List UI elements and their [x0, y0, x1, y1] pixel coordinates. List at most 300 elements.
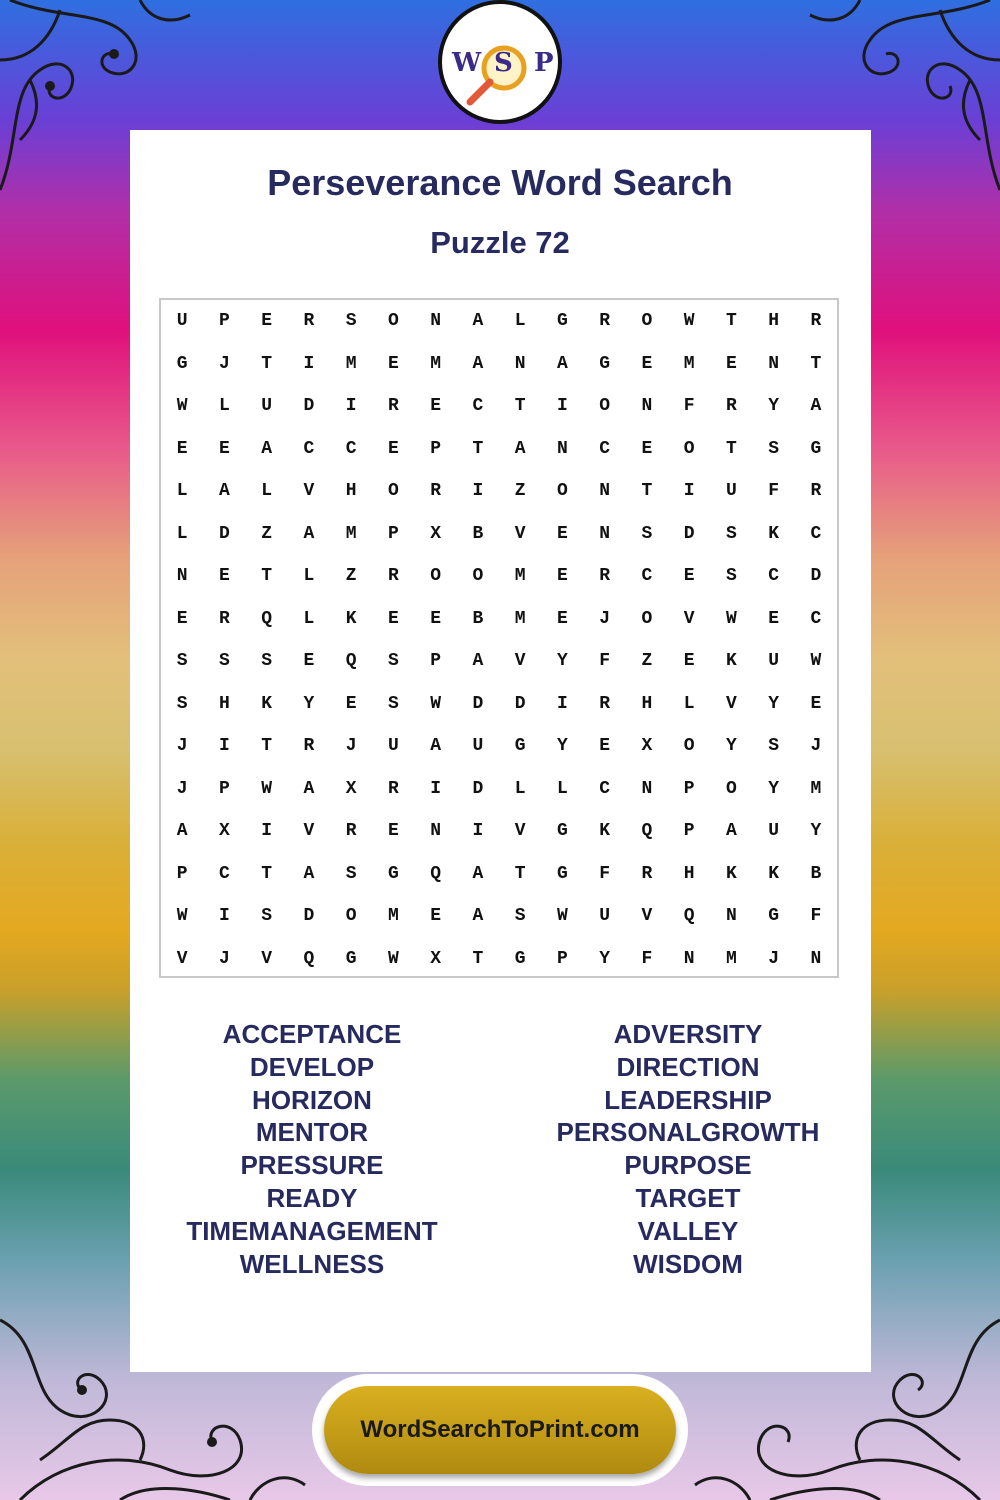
grid-cell[interactable]: H — [768, 311, 780, 332]
grid-cell[interactable]: W — [387, 948, 399, 969]
grid-cell[interactable]: Z — [345, 566, 357, 587]
grid-cell[interactable]: E — [218, 438, 230, 459]
grid-cell[interactable]: G — [810, 438, 822, 459]
grid-cell[interactable]: A — [472, 353, 484, 374]
grid-cell[interactable]: A — [472, 906, 484, 927]
word-list-item: ADVERSITY — [613, 1019, 763, 1049]
grid-cell[interactable]: R — [599, 311, 611, 332]
grid-cell[interactable]: P — [430, 651, 442, 672]
grid-cell[interactable]: K — [768, 523, 780, 544]
word-list-item: DIRECTION — [616, 1051, 760, 1082]
grid-cell[interactable]: L — [176, 523, 188, 544]
grid-cell[interactable]: I — [345, 396, 357, 417]
grid-cell[interactable]: K — [725, 863, 737, 884]
grid-cell[interactable]: S — [261, 906, 273, 927]
grid-cell[interactable]: S — [641, 523, 653, 544]
grid-cell[interactable]: U — [768, 821, 780, 842]
grid-cell[interactable]: D — [303, 906, 315, 927]
grid-cell[interactable]: B — [810, 863, 822, 884]
grid-cell[interactable]: R — [303, 736, 315, 757]
grid-cell[interactable]: U — [387, 736, 399, 757]
grid-cell[interactable]: G — [556, 311, 568, 332]
grid-cell[interactable]: O — [641, 311, 653, 332]
grid-cell[interactable]: X — [430, 948, 442, 969]
grid-cell[interactable]: S — [387, 651, 399, 672]
grid-cell[interactable]: D — [810, 566, 822, 587]
grid-cell[interactable]: G — [345, 948, 357, 969]
grid-cell[interactable]: I — [472, 481, 484, 502]
grid-cell[interactable]: E — [430, 906, 442, 927]
grid-cell[interactable]: E — [218, 566, 230, 587]
grid-cell[interactable]: M — [514, 608, 526, 629]
footer-pill[interactable] — [324, 1386, 676, 1474]
grid-cell[interactable]: C — [641, 566, 653, 587]
grid-cell[interactable]: I — [472, 821, 484, 842]
grid-cell[interactable]: T — [514, 396, 526, 417]
grid-cell[interactable]: M — [345, 523, 357, 544]
grid-cell[interactable]: I — [218, 736, 230, 757]
grid-row — [161, 810, 837, 853]
grid-cell[interactable]: O — [683, 736, 695, 757]
grid-cell[interactable]: K — [599, 821, 611, 842]
grid-cell[interactable]: A — [472, 311, 484, 332]
grid-cell[interactable]: S — [725, 523, 737, 544]
grid-cell[interactable]: S — [176, 693, 188, 714]
word-list-item: PERSONALGROWTH — [556, 1117, 820, 1148]
grid-cell[interactable]: B — [472, 608, 484, 629]
grid-cell[interactable]: S — [345, 311, 357, 332]
grid-cell[interactable]: L — [556, 778, 568, 799]
grid-cell[interactable]: W — [430, 693, 442, 714]
grid-cell[interactable]: E — [556, 608, 568, 629]
grid-cell[interactable]: W — [261, 778, 273, 799]
grid-cell[interactable]: S — [345, 863, 357, 884]
grid-cell[interactable]: E — [641, 438, 653, 459]
grid-cell[interactable]: R — [430, 481, 442, 502]
grid-cell[interactable]: Q — [641, 821, 653, 842]
grid-cell[interactable]: V — [514, 651, 526, 672]
grid-cell[interactable]: C — [810, 523, 822, 544]
grid-cell[interactable]: Q — [261, 608, 273, 629]
grid-cell[interactable]: T — [472, 438, 484, 459]
grid-cell[interactable]: Z — [641, 651, 653, 672]
word-list-item: VALLEY — [637, 1215, 739, 1246]
grid-cell[interactable]: C — [303, 438, 315, 459]
grid-cell[interactable]: R — [218, 608, 230, 629]
grid-cell[interactable]: X — [430, 523, 442, 544]
wsp-logo — [438, 0, 562, 124]
grid-row — [161, 385, 837, 428]
grid-cell[interactable]: E — [430, 608, 442, 629]
grid-cell[interactable]: M — [683, 353, 695, 374]
grid-cell[interactable]: I — [556, 693, 568, 714]
grid-cell[interactable]: S — [387, 693, 399, 714]
grid-cell[interactable]: Q — [345, 651, 357, 672]
grid-cell[interactable]: E — [261, 311, 273, 332]
grid-cell[interactable]: N — [768, 353, 780, 374]
grid-cell[interactable]: K — [768, 863, 780, 884]
word-list-left — [147, 1018, 477, 1280]
grid-cell[interactable]: I — [683, 481, 695, 502]
grid-cell[interactable]: N — [810, 948, 822, 969]
grid-cell[interactable]: O — [641, 608, 653, 629]
grid-cell[interactable]: R — [599, 566, 611, 587]
grid-cell[interactable]: J — [176, 778, 188, 799]
grid-cell[interactable]: P — [683, 778, 695, 799]
grid-cell[interactable]: N — [430, 821, 442, 842]
grid-cell[interactable]: W — [725, 608, 737, 629]
grid-cell[interactable]: T — [472, 948, 484, 969]
grid-cell[interactable]: N — [641, 396, 653, 417]
grid-cell[interactable]: I — [218, 906, 230, 927]
grid-row — [161, 853, 837, 896]
grid-cell[interactable]: R — [345, 821, 357, 842]
grid-cell[interactable]: O — [725, 778, 737, 799]
word-list-item: ACCEPTANCE — [222, 1019, 402, 1049]
grid-row — [161, 683, 837, 726]
grid-cell[interactable]: T — [725, 438, 737, 459]
grid-cell[interactable]: S — [768, 736, 780, 757]
grid-cell[interactable]: Z — [261, 523, 273, 544]
grid-cell[interactable]: V — [176, 948, 188, 969]
grid-cell[interactable]: A — [514, 438, 526, 459]
grid-row — [161, 428, 837, 471]
grid-cell[interactable]: J — [810, 736, 822, 757]
grid-cell[interactable]: N — [430, 311, 442, 332]
grid-cell[interactable]: E — [725, 353, 737, 374]
site-link[interactable]: WordSearchToPrint.com — [360, 1416, 640, 1443]
grid-cell[interactable]: W — [556, 906, 568, 927]
grid-cell[interactable]: V — [303, 481, 315, 502]
grid-cell[interactable]: S — [768, 438, 780, 459]
grid-row — [161, 513, 837, 556]
grid-cell[interactable]: T — [810, 353, 822, 374]
grid-cell[interactable]: N — [599, 523, 611, 544]
word-list-item: LEADERSHIP — [604, 1084, 772, 1115]
grid-cell[interactable]: N — [641, 778, 653, 799]
grid-row — [161, 598, 837, 641]
grid-cell[interactable]: S — [218, 651, 230, 672]
grid-cell[interactable]: R — [810, 311, 822, 332]
grid-cell[interactable]: N — [599, 481, 611, 502]
grid-cell[interactable]: P — [218, 778, 230, 799]
grid-cell[interactable]: A — [810, 396, 822, 417]
grid-cell[interactable]: C — [599, 778, 611, 799]
grid-row — [161, 895, 837, 938]
grid-cell[interactable]: O — [683, 438, 695, 459]
grid-cell[interactable]: D — [303, 396, 315, 417]
grid-cell[interactable]: U — [725, 481, 737, 502]
grid-cell[interactable]: N — [683, 948, 695, 969]
grid-cell[interactable]: H — [218, 693, 230, 714]
grid-cell[interactable]: R — [387, 566, 399, 587]
grid-cell[interactable]: E — [810, 693, 822, 714]
grid-row — [161, 725, 837, 768]
grid-cell[interactable]: C — [599, 438, 611, 459]
grid-cell[interactable]: E — [641, 353, 653, 374]
grid-cell[interactable]: J — [345, 736, 357, 757]
grid-cell[interactable]: G — [599, 353, 611, 374]
word-list-item: WELLNESS — [239, 1248, 385, 1279]
grid-cell[interactable]: R — [387, 778, 399, 799]
grid-cell[interactable]: V — [303, 821, 315, 842]
grid-cell[interactable]: H — [641, 693, 653, 714]
grid-cell[interactable]: A — [303, 523, 315, 544]
grid-cell[interactable]: V — [514, 523, 526, 544]
grid-cell[interactable]: F — [599, 863, 611, 884]
grid-cell[interactable]: N — [514, 353, 526, 374]
grid-cell[interactable]: T — [725, 311, 737, 332]
grid-cell[interactable]: S — [725, 566, 737, 587]
grid-cell[interactable]: O — [430, 566, 442, 587]
grid-cell[interactable]: C — [218, 863, 230, 884]
word-list-item: MENTOR — [255, 1117, 369, 1148]
grid-cell[interactable]: H — [683, 863, 695, 884]
grid-cell[interactable]: I — [303, 353, 315, 374]
grid-cell[interactable]: J — [599, 608, 611, 629]
grid-cell[interactable]: Y — [768, 396, 780, 417]
grid-row — [161, 938, 837, 981]
grid-cell[interactable]: K — [725, 651, 737, 672]
grid-cell[interactable]: G — [514, 948, 526, 969]
grid-cell[interactable]: M — [725, 948, 737, 969]
grid-cell[interactable]: W — [810, 651, 822, 672]
grid-cell[interactable]: E — [387, 821, 399, 842]
grid-cell[interactable]: L — [514, 778, 526, 799]
letter-grid — [159, 298, 839, 978]
grid-cell[interactable]: A — [218, 481, 230, 502]
grid-cell[interactable]: C — [768, 566, 780, 587]
grid-cell[interactable]: D — [218, 523, 230, 544]
grid-cell[interactable]: T — [261, 566, 273, 587]
grid-row — [161, 768, 837, 811]
grid-cell[interactable]: M — [345, 353, 357, 374]
grid-cell[interactable]: D — [683, 523, 695, 544]
grid-cell[interactable]: V — [683, 608, 695, 629]
grid-cell[interactable]: T — [261, 353, 273, 374]
grid-row — [161, 470, 837, 513]
grid-cell[interactable]: W — [683, 311, 695, 332]
grid-cell[interactable]: G — [556, 863, 568, 884]
grid-cell[interactable]: U — [472, 736, 484, 757]
grid-cell[interactable]: U — [599, 906, 611, 927]
word-list-item: DEVELOP — [249, 1051, 375, 1082]
grid-cell[interactable]: I — [430, 778, 442, 799]
grid-cell[interactable]: J — [176, 736, 188, 757]
grid-cell[interactable]: R — [387, 396, 399, 417]
grid-cell[interactable]: Y — [810, 821, 822, 842]
grid-cell[interactable]: E — [176, 608, 188, 629]
grid-cell[interactable]: T — [261, 736, 273, 757]
grid-cell[interactable]: P — [683, 821, 695, 842]
grid-cell[interactable]: U — [176, 311, 188, 332]
word-list-right — [523, 1018, 853, 1280]
grid-cell[interactable]: D — [514, 693, 526, 714]
grid-cell[interactable]: P — [387, 523, 399, 544]
grid-cell[interactable]: Q — [430, 863, 442, 884]
grid-cell[interactable]: M — [387, 906, 399, 927]
grid-cell[interactable]: L — [261, 481, 273, 502]
grid-cell[interactable]: R — [725, 396, 737, 417]
grid-cell[interactable]: O — [472, 566, 484, 587]
grid-cell[interactable]: E — [176, 438, 188, 459]
grid-cell[interactable]: V — [641, 906, 653, 927]
grid-cell[interactable]: N — [725, 906, 737, 927]
grid-cell[interactable]: A — [261, 438, 273, 459]
grid-cell[interactable]: P — [218, 311, 230, 332]
grid-cell[interactable]: Y — [556, 736, 568, 757]
grid-cell[interactable]: F — [599, 651, 611, 672]
grid-cell[interactable]: Y — [599, 948, 611, 969]
grid-cell[interactable]: A — [430, 736, 442, 757]
grid-cell[interactable]: Y — [556, 651, 568, 672]
word-list-item: HORIZON — [252, 1084, 372, 1115]
grid-cell[interactable]: X — [218, 821, 230, 842]
grid-cell[interactable]: E — [768, 608, 780, 629]
logo-letter-s: S — [494, 48, 513, 78]
grid-cell[interactable]: L — [176, 481, 188, 502]
grid-cell[interactable]: S — [514, 906, 526, 927]
grid-cell[interactable]: M — [810, 778, 822, 799]
grid-row — [161, 343, 837, 386]
grid-cell[interactable]: G — [514, 736, 526, 757]
word-list-item: TIMEMANAGEMENT — [186, 1215, 438, 1246]
grid-cell[interactable]: E — [599, 736, 611, 757]
grid-cell[interactable]: F — [768, 481, 780, 502]
grid-cell[interactable]: G — [768, 906, 780, 927]
grid-cell[interactable]: V — [261, 948, 273, 969]
logo-letter-p: P — [534, 48, 554, 78]
grid-cell[interactable]: L — [303, 566, 315, 587]
grid-cell[interactable]: L — [303, 608, 315, 629]
footer-banner — [312, 1374, 688, 1486]
grid-cell[interactable]: A — [303, 863, 315, 884]
word-list-item: TARGET — [635, 1182, 741, 1213]
grid-cell[interactable]: E — [387, 608, 399, 629]
word-list-item: READY — [266, 1182, 358, 1213]
grid-cell[interactable]: L — [218, 396, 230, 417]
grid-cell[interactable]: Z — [514, 481, 526, 502]
grid-cell[interactable]: R — [303, 311, 315, 332]
grid-cell[interactable]: S — [176, 651, 188, 672]
grid-cell[interactable]: E — [303, 651, 315, 672]
grid-cell[interactable]: C — [472, 396, 484, 417]
grid-cell[interactable]: R — [641, 863, 653, 884]
grid-cell[interactable]: P — [430, 438, 442, 459]
grid-cell[interactable]: G — [387, 863, 399, 884]
word-list-item: WISDOM — [633, 1248, 743, 1279]
grid-cell[interactable]: H — [345, 481, 357, 502]
grid-cell[interactable]: M — [430, 353, 442, 374]
logo-letter-w: W — [452, 48, 482, 78]
grid-cell[interactable]: R — [810, 481, 822, 502]
grid-cell[interactable]: O — [387, 481, 399, 502]
word-list-item: PURPOSE — [624, 1150, 752, 1181]
grid-cell[interactable]: A — [303, 778, 315, 799]
grid-cell[interactable]: L — [683, 693, 695, 714]
grid-cell[interactable]: O — [345, 906, 357, 927]
grid-cell[interactable]: I — [556, 396, 568, 417]
grid-row — [161, 555, 837, 598]
grid-row — [161, 640, 837, 683]
grid-cell[interactable]: O — [387, 311, 399, 332]
grid-cell[interactable]: U — [261, 396, 273, 417]
grid-cell[interactable]: E — [387, 353, 399, 374]
grid-cell[interactable]: F — [683, 396, 695, 417]
grid-cell[interactable]: V — [725, 693, 737, 714]
grid-cell[interactable]: T — [641, 481, 653, 502]
grid-cell[interactable]: F — [810, 906, 822, 927]
grid-cell[interactable]: O — [599, 396, 611, 417]
grid-cell[interactable]: Q — [303, 948, 315, 969]
grid-cell[interactable]: X — [641, 736, 653, 757]
grid-row — [161, 300, 837, 343]
grid-cell[interactable]: C — [345, 438, 357, 459]
grid-cell[interactable]: T — [261, 863, 273, 884]
grid-cell[interactable]: M — [514, 566, 526, 587]
grid-cell[interactable]: J — [768, 948, 780, 969]
grid-cell[interactable]: N — [176, 566, 188, 587]
grid-cell[interactable]: K — [261, 693, 273, 714]
grid-cell[interactable]: E — [683, 651, 695, 672]
grid-cell[interactable]: W — [176, 906, 188, 927]
grid-cell[interactable]: A — [472, 651, 484, 672]
grid-cell[interactable]: J — [218, 948, 230, 969]
grid-cell[interactable]: Y — [303, 693, 315, 714]
grid-cell[interactable]: P — [556, 948, 568, 969]
grid-cell[interactable]: E — [387, 438, 399, 459]
grid-cell[interactable]: R — [599, 693, 611, 714]
grid-cell[interactable]: Y — [768, 778, 780, 799]
grid-cell[interactable]: Q — [683, 906, 695, 927]
grid-cell[interactable]: D — [472, 693, 484, 714]
grid-cell[interactable]: K — [345, 608, 357, 629]
grid-cell[interactable]: E — [430, 396, 442, 417]
grid-cell[interactable]: E — [556, 523, 568, 544]
grid-cell[interactable]: W — [176, 396, 188, 417]
grid-cell[interactable]: G — [556, 821, 568, 842]
grid-cell[interactable]: Y — [725, 736, 737, 757]
grid-cell[interactable]: X — [345, 778, 357, 799]
grid-cell[interactable]: J — [218, 353, 230, 374]
grid-cell[interactable]: V — [514, 821, 526, 842]
grid-cell[interactable]: A — [472, 863, 484, 884]
grid-cell[interactable]: A — [556, 353, 568, 374]
puzzle-number: Puzzle 72 — [430, 225, 570, 260]
grid-cell[interactable]: G — [176, 353, 188, 374]
grid-cell[interactable]: O — [556, 481, 568, 502]
grid-cell[interactable]: D — [472, 778, 484, 799]
grid-cell[interactable]: E — [683, 566, 695, 587]
grid-cell[interactable]: P — [176, 863, 188, 884]
grid-cell[interactable]: U — [768, 651, 780, 672]
grid-cell[interactable]: S — [261, 651, 273, 672]
grid-cell[interactable]: A — [176, 821, 188, 842]
grid-cell[interactable]: E — [345, 693, 357, 714]
grid-cell[interactable]: C — [810, 608, 822, 629]
grid-cell[interactable]: N — [556, 438, 568, 459]
grid-cell[interactable]: L — [514, 311, 526, 332]
grid-cell[interactable]: T — [514, 863, 526, 884]
grid-cell[interactable]: E — [556, 566, 568, 587]
grid-cell[interactable]: A — [725, 821, 737, 842]
grid-cell[interactable]: I — [261, 821, 273, 842]
word-list-item: PRESSURE — [240, 1150, 384, 1181]
grid-cell[interactable]: B — [472, 523, 484, 544]
page-title: Perseverance Word Search — [267, 162, 733, 203]
grid-cell[interactable]: Y — [768, 693, 780, 714]
grid-cell[interactable]: F — [641, 948, 653, 969]
